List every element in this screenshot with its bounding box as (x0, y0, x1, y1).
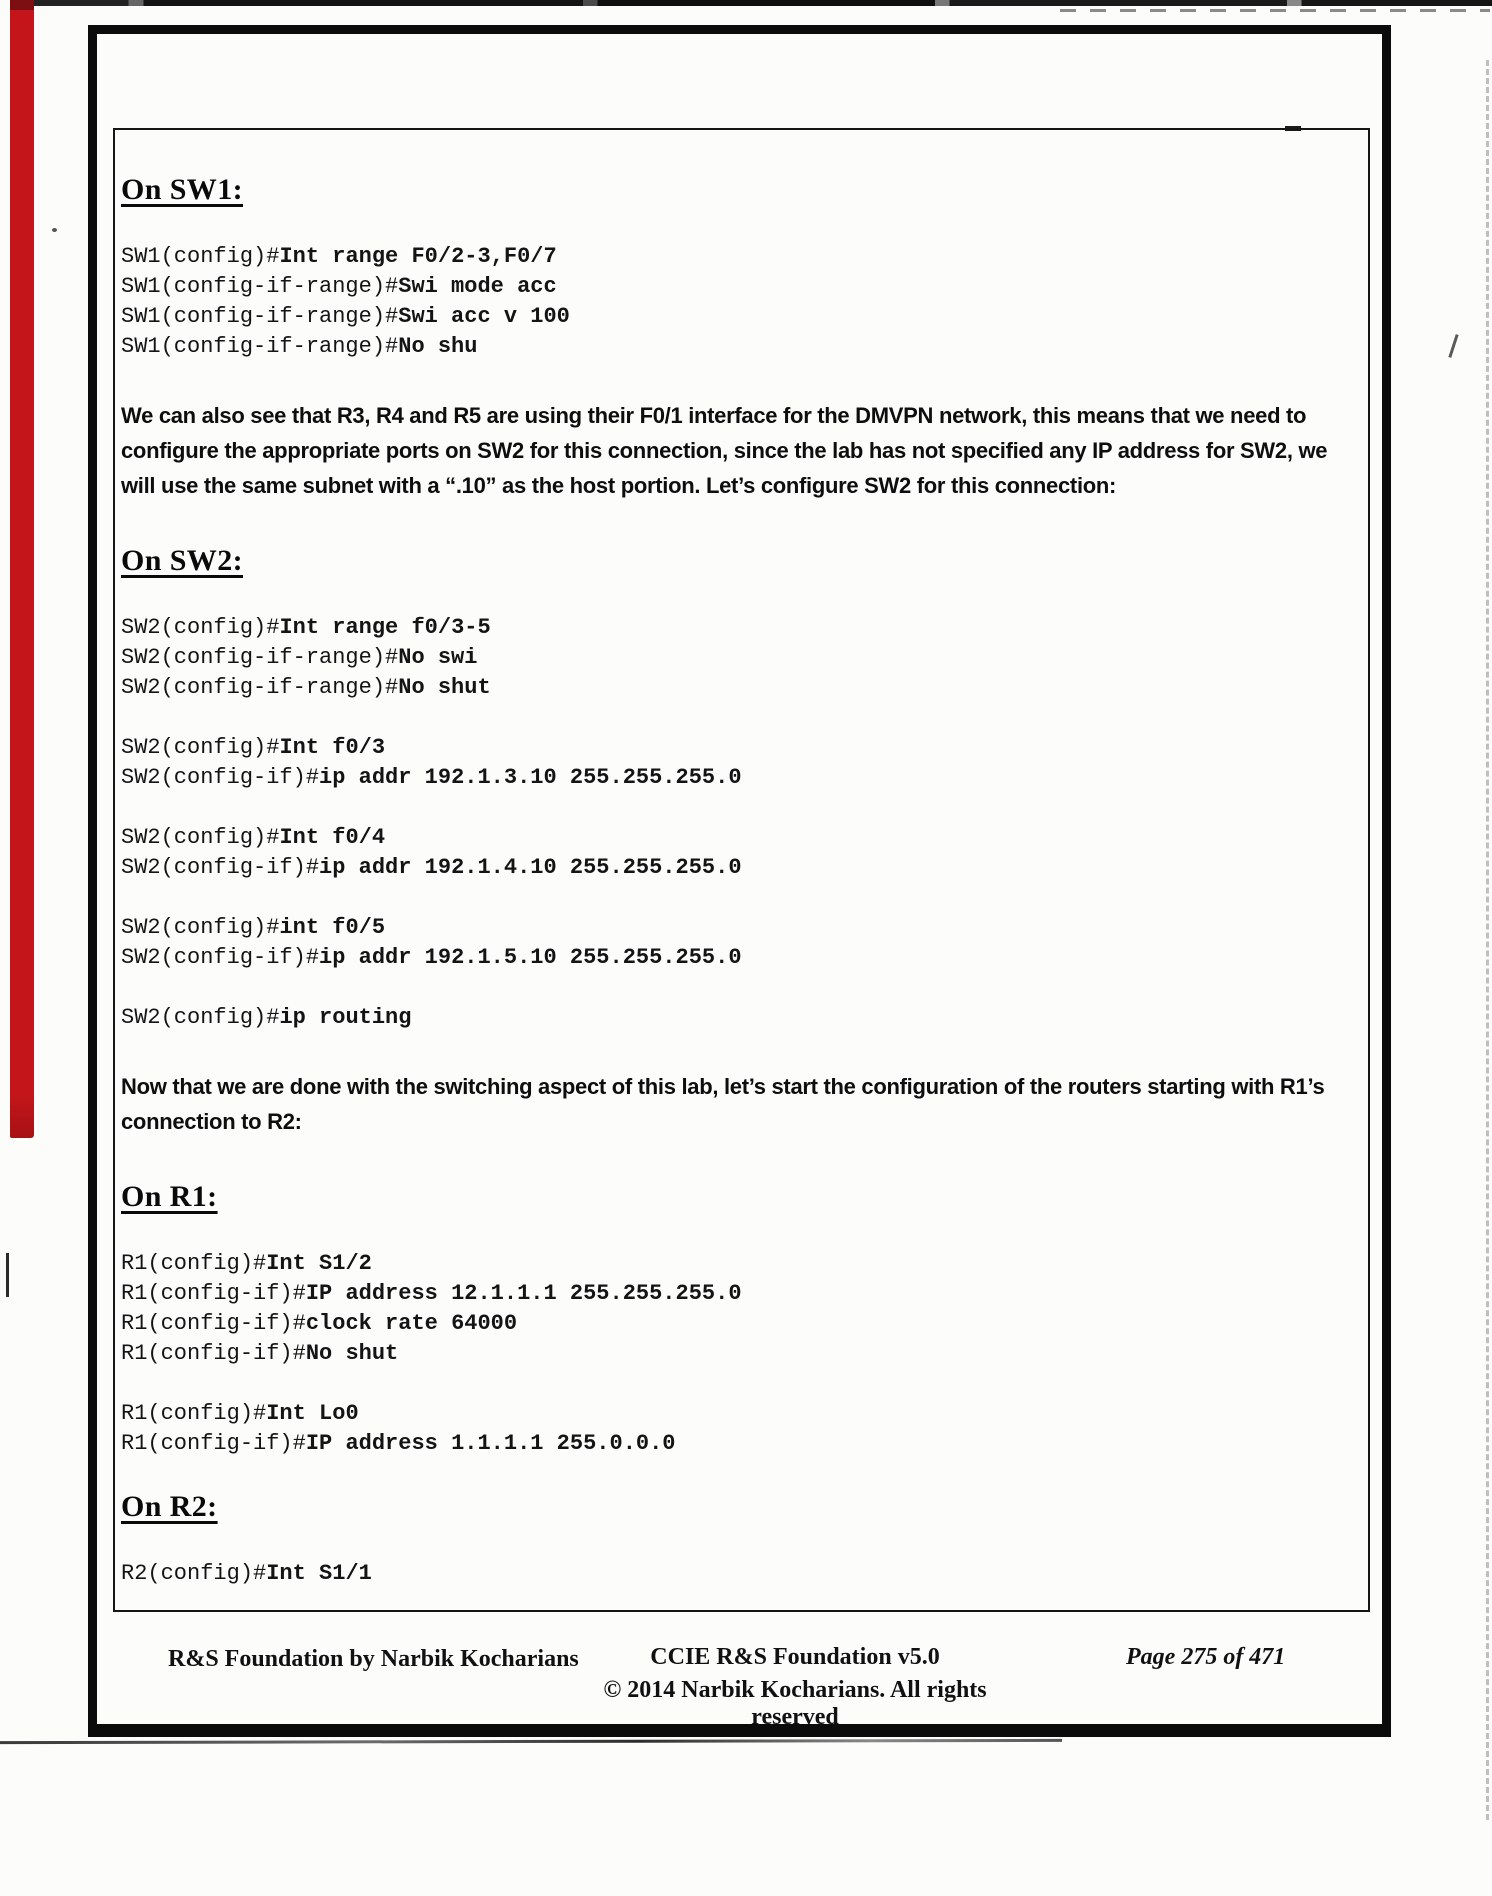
body-paragraph: Now that we are done with the switching aspect of this lab, let’s start the configuration of the routers starting with R1’s connection to R2: (121, 1074, 1325, 1134)
scan-artifact-top-dashes (1060, 9, 1490, 12)
config-line (121, 1399, 1344, 1429)
cli-command: No shut (398, 675, 491, 700)
config-line (121, 853, 1344, 883)
cli-command: int f0/5 (279, 915, 386, 940)
cli-prompt: SW2(config)# (121, 735, 280, 760)
config-line (121, 913, 1344, 943)
page-footer (0, 1644, 1492, 1730)
cli-prompt: SW2(config-if)# (121, 945, 320, 970)
scan-artifact-right-edge (1486, 60, 1489, 1820)
cli-prompt: R1(config-if)# (121, 1431, 306, 1456)
cli-prompt: SW2(config)# (121, 915, 280, 940)
scan-artifact-left-tick (6, 1253, 9, 1297)
config-line (121, 302, 1344, 332)
cli-prompt: R1(config-if)# (121, 1311, 306, 1336)
config-line (121, 1429, 1344, 1459)
config-line (121, 1003, 1344, 1033)
cli-command: IP address 12.1.1.1 255.255.255.0 (305, 1281, 742, 1306)
cli-command: ip routing (279, 1005, 412, 1030)
config-line (121, 643, 1344, 673)
cli-prompt: SW1(config-if-range)# (121, 304, 399, 329)
config-block (121, 1249, 1344, 1369)
section-heading: On R1: (121, 1180, 218, 1213)
cli-command: Int range F0/2-3,F0/7 (279, 244, 557, 269)
config-line (121, 733, 1344, 763)
cli-command: Int S1/1 (266, 1561, 372, 1586)
cli-command: Int S1/2 (266, 1251, 372, 1276)
cli-prompt: SW1(config-if-range)# (121, 334, 399, 359)
scan-speck (1448, 334, 1458, 358)
cli-prompt: R1(config-if)# (121, 1341, 306, 1366)
config-block (121, 242, 1344, 362)
config-line (121, 272, 1344, 302)
scan-artifact-red-strip (10, 0, 34, 1138)
config-block (121, 733, 1344, 793)
cli-prompt: R1(config)# (121, 1251, 267, 1276)
config-line (121, 673, 1344, 703)
scan-speck (52, 228, 57, 232)
cli-command: Int range f0/3-5 (279, 615, 491, 640)
cli-command: ip addr 192.1.4.10 255.255.255.0 (319, 855, 742, 880)
config-line (121, 613, 1344, 643)
cli-prompt: SW2(config-if)# (121, 855, 320, 880)
cli-command: ip addr 192.1.3.10 255.255.255.0 (319, 765, 742, 790)
config-line (121, 1279, 1344, 1309)
config-block (121, 1559, 1344, 1589)
scan-artifact-bottom-line (0, 1739, 1062, 1744)
scan-artifact-top-edge (26, 0, 1492, 6)
cli-prompt: R1(config-if)# (121, 1281, 306, 1306)
cli-command: No swi (398, 645, 478, 670)
cli-prompt: SW2(config-if)# (121, 765, 320, 790)
cli-prompt: SW2(config)# (121, 1005, 280, 1030)
config-block (121, 913, 1344, 973)
footer-title: CCIE R&S Foundation v5.0 (650, 1644, 940, 1670)
config-line (121, 763, 1344, 793)
content-box (113, 128, 1370, 1612)
section-heading: On R2: (121, 1490, 218, 1523)
config-line (121, 1339, 1344, 1369)
config-block (121, 823, 1344, 883)
cli-command: No shu (398, 334, 478, 359)
cli-prompt: R1(config)# (121, 1401, 267, 1426)
config-line (121, 1559, 1344, 1589)
config-line (121, 1309, 1344, 1339)
footer-center (558, 1644, 1032, 1731)
config-line (121, 943, 1344, 973)
cli-command: Swi acc v 100 (398, 304, 570, 329)
config-block (121, 1003, 1344, 1033)
config-block (121, 613, 1344, 703)
cli-prompt: SW2(config)# (121, 615, 280, 640)
body-paragraph: We can also see that R3, R4 and R5 are using their F0/1 interface for the DMVPN network, this means that we need to configure the appropriate ports on SW2 for this connection, since the lab has not specified any IP address for SW2, we will use the same subnet with a “.10” as the host portion. Let’s configure SW2 for this connection: (121, 403, 1328, 498)
cli-command: Int Lo0 (266, 1401, 359, 1426)
cli-command: ip addr 192.1.5.10 255.255.255.0 (319, 945, 742, 970)
footer-author: R&S Foundation by Narbik Kocharians (168, 1646, 579, 1672)
footer-copyright: © 2014 Narbik Kocharians. All rights reserved (603, 1677, 987, 1730)
config-line (121, 332, 1344, 362)
section-heading: On SW1: (121, 173, 243, 206)
cli-prompt: SW2(config-if-range)# (121, 645, 399, 670)
cli-prompt: SW2(config-if-range)# (121, 675, 399, 700)
config-line (121, 242, 1344, 272)
config-line (121, 1249, 1344, 1279)
cli-command: Int f0/4 (279, 825, 386, 850)
config-block (121, 1399, 1344, 1459)
cli-command: Int f0/3 (279, 735, 386, 760)
cli-prompt: SW1(config)# (121, 244, 280, 269)
cli-prompt: R2(config)# (121, 1561, 267, 1586)
cli-command: IP address 1.1.1.1 255.0.0.0 (305, 1431, 676, 1456)
cli-command: Swi mode acc (398, 274, 557, 299)
cli-command: No shut (305, 1341, 399, 1366)
config-line (121, 823, 1344, 853)
cli-prompt: SW2(config)# (121, 825, 280, 850)
cli-command: clock rate 64000 (305, 1311, 518, 1336)
footer-page-number: Page 275 of 471 (1126, 1644, 1286, 1670)
cli-prompt: SW1(config-if-range)# (121, 274, 399, 299)
section-heading: On SW2: (121, 544, 243, 577)
